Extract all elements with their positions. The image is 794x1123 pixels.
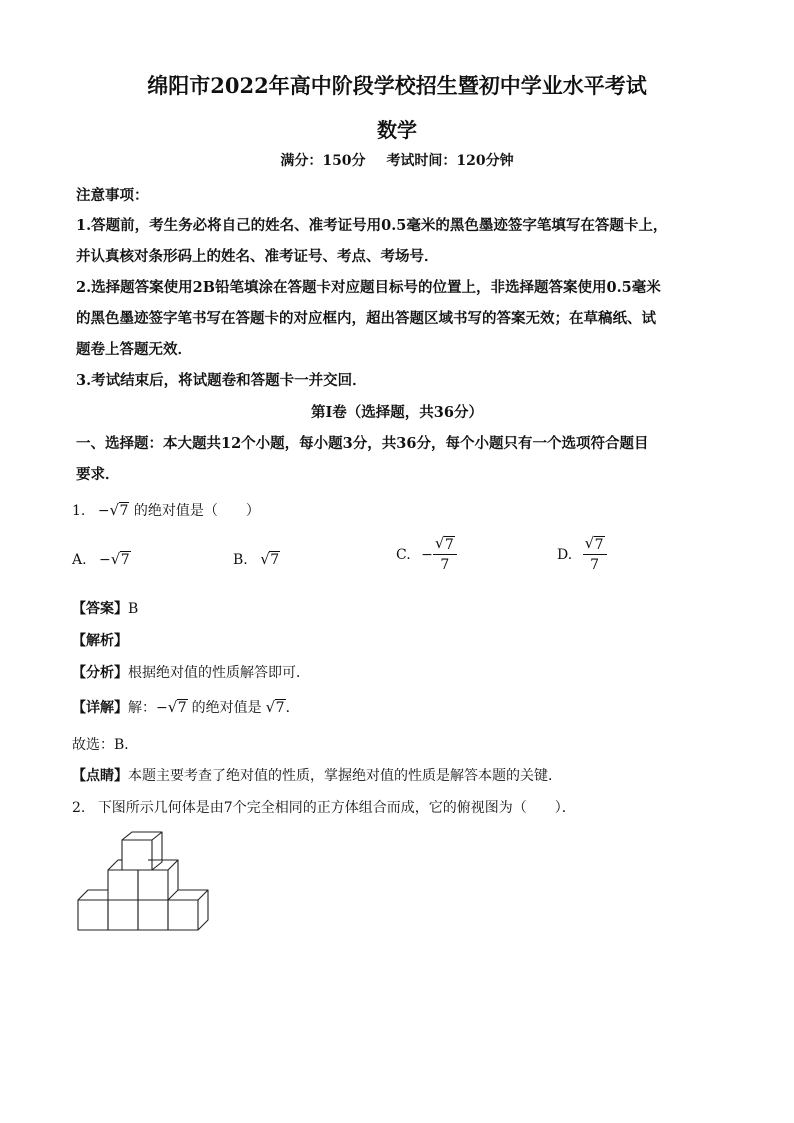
cube-face [138,870,168,900]
fenxi-text: 根据绝对值的性质解答即可． [128,665,310,681]
cube-top-edge [168,890,208,900]
cube-side-edge [152,832,162,870]
cube-top-edge [78,890,108,900]
option-c[interactable] [396,538,457,572]
minus-sign: − [97,503,110,519]
question-1-number: 1. [72,503,86,519]
cube-stack-figure [74,830,214,940]
option-a[interactable] [72,552,131,568]
part-1-instructions-line-2: 要求． [76,466,120,483]
answer-value: B [128,601,139,617]
option-c-sign: − [421,547,433,563]
option-d[interactable] [557,538,607,572]
full-score: 满分：150分 [280,153,366,169]
option-c-fraction: √ $\frac{7}{7}$ [433,538,457,572]
xiangjie-minus: − [156,700,168,716]
cube-top-edge [122,832,162,840]
choose-line: 故选：B． [72,737,139,753]
note-1-line-2: 并认真核对条形码上的姓名、准考证号、考点、考场号． [76,248,439,265]
answer-line [72,598,138,618]
analysis-tag: 【解析】 [72,633,128,649]
part-1-instructions-line-1: 一、选择题：本大题共12个小题，每小题3分，共36分，每个小题只有一个选项符合题目 [76,435,649,452]
exam-meta [0,150,794,170]
note-2-line-3: 题卷上答题无效． [76,341,192,358]
cube-face [108,900,138,930]
sqrt-expression: √ 7 [110,503,130,519]
option-b-label: B. [233,552,248,568]
question-1-suffix: 的绝对值是（ ） [133,503,260,519]
question-2-number: 2. [72,800,86,816]
xiangjie-line: 【详解】解：−√ 7 的绝对值是√ 7． [72,697,300,717]
cube-face [122,840,152,870]
option-b-sqrt: √ 7 [260,552,280,568]
notes-heading: 注意事项： [76,187,149,204]
cube-face [108,870,138,900]
note-2-line-2: 的黑色墨迹签字笔书写在答题卡的对应框内，超出答题区域书写的答案无效；在草稿纸、试 [76,310,656,327]
exam-title: 绵阳市2022年高中阶段学校招生暨初中学业水平考试 [147,73,647,98]
question-2-text: 下图所示几何体是由7个完全相同的正方体组合而成，它的俯视图为（ ）． [97,800,576,816]
xiangjie-tag: 【详解】 [72,700,128,716]
option-a-label: A. [72,552,87,568]
dianjing-text: 本题主要考查了绝对值的性质，掌握绝对值的性质是解答本题的关键． [128,768,562,784]
option-d-label: D. [557,547,573,563]
option-c-label: C. [396,547,411,563]
answer-tag: 【答案】 [72,601,128,617]
fenxi-tag: 【分析】 [72,665,128,681]
option-a-sign: − [99,552,111,568]
exam-subject: 数学 [377,118,417,142]
option-a-sqrt: √ 7 [111,552,131,568]
cube-side-edge [198,890,208,930]
cube-top-edge [108,860,118,870]
dianjing-tag: 【点睛】 [72,768,128,784]
cube-face [168,900,198,930]
note-3: 3.考试结束后，将试题卷和答题卡一并交回． [76,372,367,389]
cube-face [138,900,168,930]
option-d-fraction: √ $\frac{7}{7}$ [583,538,607,572]
option-b[interactable] [233,552,280,568]
note-1-line-1: 1.答题前，考生务必将自己的姓名、准考证号用0.5毫米的黑色墨迹签字笔填写在答题卡上， [76,217,668,234]
note-2-line-1: 2.选择题答案使用2B铅笔填涂在答题卡对应题目标号的位置上，非选择题答案使用0.5毫米 [76,279,661,296]
cube-face [78,900,108,930]
exam-time: 考试时间：120分钟 [386,153,514,169]
xiangjie-sqrt-1: √ 7 [168,700,188,716]
xiangjie-sqrt-2: √ 7 [266,700,286,716]
question-1-stem [72,500,260,520]
question-2-stem [72,797,576,817]
dianjing-line [72,765,562,785]
fenxi-line [72,662,310,682]
section-title: 第Ⅰ卷（选择题，共36分） [311,404,483,421]
cube-side-edge [168,860,178,890]
